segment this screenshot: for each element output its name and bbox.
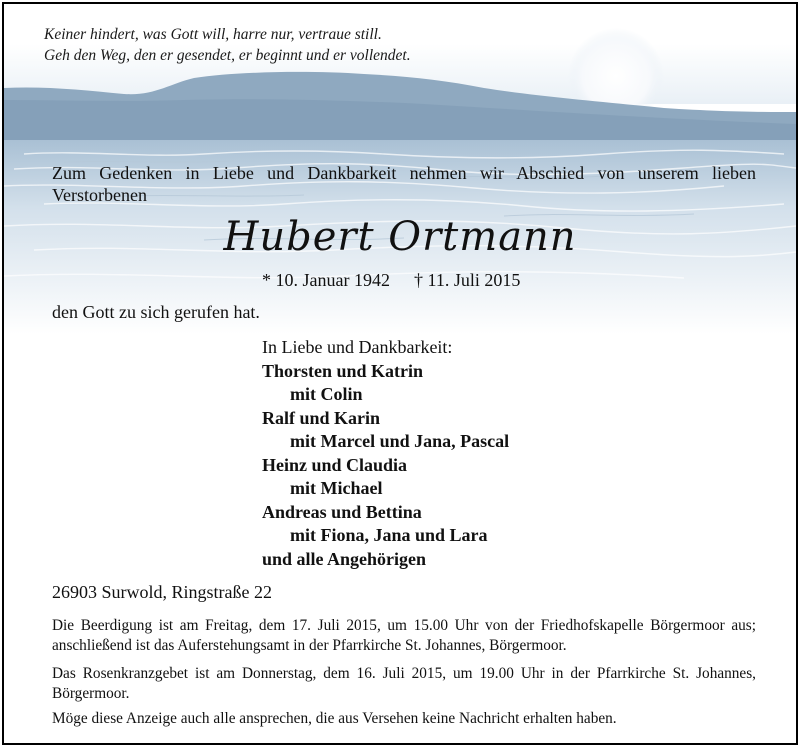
mourners-lead: In Liebe und Dankbarkeit: xyxy=(262,337,453,357)
motto-line-2: Geh den Weg, den er gesendet, er beginnt und er vollendet. xyxy=(44,47,411,64)
motto-verse xyxy=(44,24,411,66)
closing-note: Möge diese Anzeige auch alle ansprechen, die aus Versehen keine Nachricht erhalten haben. xyxy=(52,710,617,727)
deceased-name: Hubert Ortmann xyxy=(223,214,577,260)
funeral-info: Die Beerdigung ist am Freitag, dem 17. Juli 2015, um 15.00 Uhr von der Friedhofskapelle Börgermoor aus; anschließend ist das Auferstehungsamt in der Pfarrkirche St. Johannes, Börgermoor. xyxy=(52,617,756,654)
intro-line-1: Zum Gedenken in Liebe und Dankbarkeit nehmen wir Abschied von unserem lieben xyxy=(52,163,756,183)
family-parents: Andreas und Bettina xyxy=(262,501,422,522)
motto-line-1: Keiner hindert, was Gott will, harre nur, vertraue still. xyxy=(44,26,382,43)
family-children: mit Michael xyxy=(290,478,383,498)
family-children: mit Fiona, Jana und Lara xyxy=(290,525,488,545)
family-address: 26903 Surwold, Ringstraße 22 xyxy=(52,582,272,602)
mourners-closing: und alle Angehörigen xyxy=(262,548,427,569)
family-parents: Heinz und Claudia xyxy=(262,454,408,475)
birth-date: * 10. Januar 1942 xyxy=(262,270,390,290)
family-children: mit Colin xyxy=(290,384,363,404)
family-parents: Thorsten und Katrin xyxy=(262,360,424,381)
family-parents: Ralf und Karin xyxy=(262,407,381,428)
mourners-list xyxy=(262,336,509,571)
life-dates xyxy=(262,270,520,291)
intro-line-2: Verstorbenen xyxy=(52,185,147,205)
called-home-text: den Gott zu sich gerufen hat. xyxy=(52,302,260,322)
rosary-info: Das Rosenkranzgebet ist am Donnerstag, dem 16. Juli 2015, um 19.00 Uhr in der Pfarrkirche St. Johannes, Börgermoor. xyxy=(52,665,756,702)
family-children: mit Marcel und Jana, Pascal xyxy=(290,431,510,451)
intro-text xyxy=(52,162,756,206)
death-date: † 11. Juli 2015 xyxy=(413,270,521,290)
obituary-notice xyxy=(2,2,798,745)
